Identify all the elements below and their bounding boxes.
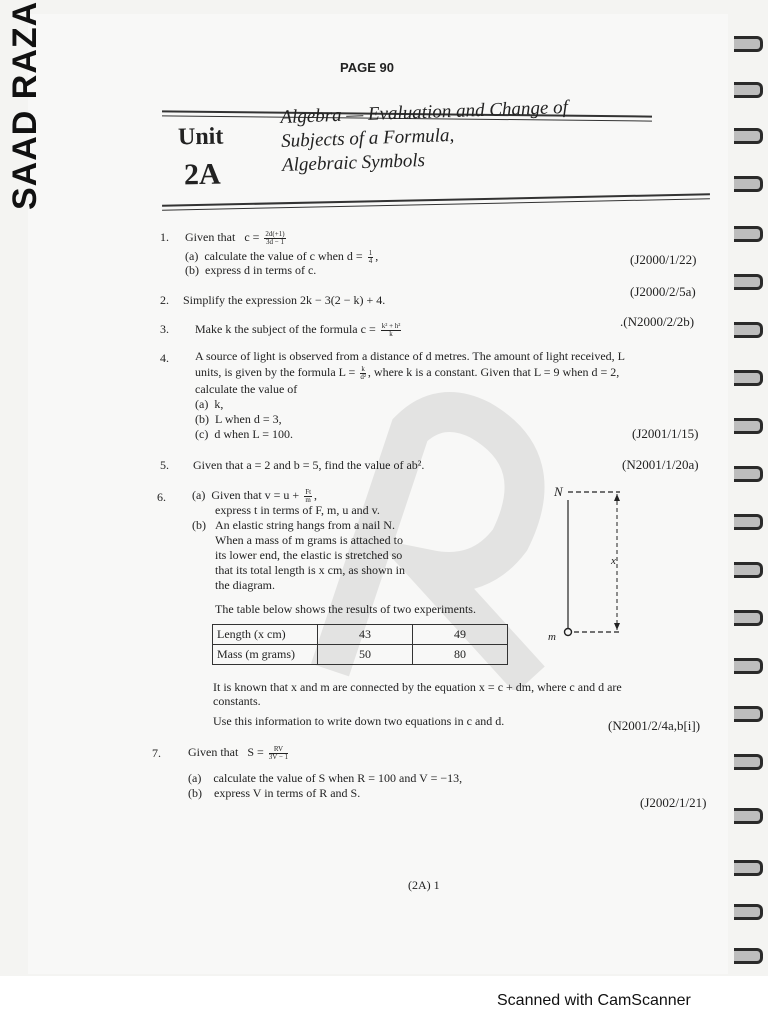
question-7-reference: (J2002/1/21) — [640, 795, 707, 810]
question-4-line-2: units, is given by the formula L = $\frac{k}{\text{d²}}$ , where k is a constant. Given that L = 9 when d = 2, — [195, 364, 620, 381]
question-4-part-a: (a) k, — [195, 397, 224, 411]
elastic-string-diagram — [540, 480, 650, 650]
diagram-length-label: x — [611, 555, 616, 567]
diagram-mass — [565, 629, 572, 636]
question-1-part-b: (b) express d in terms of c. — [185, 263, 317, 277]
question-2-reference: (J2000/2/5a) — [630, 284, 696, 299]
question-6-table-intro: The table below shows the results of two experiments. — [215, 602, 476, 616]
question-6-part-b-line-3: its lower end, the elastic is stretched so — [215, 548, 403, 562]
spiral-ring — [734, 226, 762, 240]
question-1-intro: Given that c = $\frac{2d(+1)}{3d - 1}$ — [185, 229, 285, 246]
spiral-ring — [734, 128, 762, 142]
question-4-number: 4. — [160, 351, 169, 365]
table-row-label: Mass (m grams) — [213, 645, 318, 665]
table-cell: 43 — [318, 625, 413, 645]
question-4-part-c: (c) d when L = 100. — [195, 427, 293, 441]
scanner-credit: Scanned with CamScanner — [497, 992, 691, 1009]
spiral-ring — [734, 370, 762, 384]
spiral-ring — [734, 322, 762, 336]
experiment-table — [212, 624, 508, 665]
side-watermark: SAAD RAZA — [6, 0, 44, 210]
unit-label: Unit — [177, 123, 224, 151]
question-4-line-3: calculate the value of — [195, 382, 298, 396]
question-1-number: 1. — [160, 230, 169, 244]
question-5-number: 5. — [160, 458, 169, 472]
question-4-part-b: (b) L when d = 3, — [195, 412, 282, 426]
table-row — [213, 645, 508, 665]
spiral-ring — [734, 418, 762, 432]
spiral-ring — [734, 514, 762, 528]
question-6-after-line-1: It is known that x and m are connected by the equation x = c + dm, where c and d are — [213, 680, 622, 694]
question-7-part-b: (b) express V in terms of R and S. — [188, 786, 361, 800]
question-3-formula: $\frac{\text{k² + h²}}{k}$ — [381, 321, 401, 338]
table-cell: 80 — [413, 645, 508, 665]
diagram-arrow-head-up — [614, 494, 620, 501]
spiral-ring — [734, 658, 762, 672]
question-6-reference: (N2001/2/4a,b[i]) — [608, 718, 701, 733]
question-7-intro: Given that S = $\frac{RV}{3V - 1}$ — [188, 744, 289, 761]
spiral-ring — [734, 706, 762, 720]
question-6-part-b-line-5: the diagram. — [215, 578, 275, 592]
spiral-ring — [734, 466, 762, 480]
table-cell: 50 — [318, 645, 413, 665]
diagram-arrow-head-down — [614, 623, 620, 630]
footer-page-number: (2A) 1 — [408, 878, 440, 892]
question-7-number: 7. — [152, 746, 161, 760]
question-2-number: 2. — [160, 293, 169, 307]
spiral-ring — [734, 82, 762, 96]
question-6-part-a: (a) Given that v = u + $\frac{Ft}{m}$ , — [192, 487, 318, 504]
unit-title-line-2: Subjects of a Formula, — [280, 124, 455, 152]
question-3-number: 3. — [160, 322, 169, 336]
question-3-reference: .(N2000/2/2b) — [620, 314, 695, 329]
question-4-line-1: A source of light is observed from a distance of d metres. The amount of light received, L — [195, 349, 625, 363]
question-3-text: Make k the subject of the formula c = $\frac{\text{k² + h²}}{k}$ — [195, 321, 401, 338]
question-4-reference: (J2001/1/15) — [632, 426, 699, 441]
page-label: PAGE 90 — [340, 60, 394, 75]
table-row-label: Length (x cm) — [213, 625, 318, 645]
question-6-after-line-3: Use this information to write down two equations in c and d. — [213, 714, 505, 728]
table-cell: 49 — [413, 625, 508, 645]
question-1-part-a: (a) calculate the value of c when d = $\frac{1}{4}$ , — [185, 248, 379, 265]
unit-code: 2A — [183, 157, 221, 192]
question-1-formula: $\frac{2d(+1)}{3d - 1}$ — [265, 229, 285, 246]
unit-title — [280, 92, 682, 178]
question-7-part-a: (a) calculate the value of S when R = 100 and V = −13, — [188, 771, 463, 785]
question-6-part-b-line-1: An elastic string hangs from a nail N. — [215, 518, 395, 532]
question-2-text: Simplify the expression 2k − 3(2 − k) + 4. — [183, 293, 386, 307]
unit-title-line-1: Algebra — Evaluation and Change of — [280, 96, 569, 128]
question-6-part-b-label: (b) — [192, 518, 206, 532]
spiral-ring — [734, 562, 762, 576]
diagram-nail-label: N — [554, 484, 563, 499]
table-row — [213, 625, 508, 645]
question-5-text: Given that a = 2 and b = 5, find the value of ab². — [193, 458, 425, 472]
spiral-ring — [734, 754, 762, 768]
spiral-ring — [734, 860, 762, 874]
unit-title-line-3: Algebraic Symbols — [281, 149, 426, 176]
spiral-ring — [734, 904, 762, 918]
spiral-ring — [734, 610, 762, 624]
spiral-ring — [734, 274, 762, 288]
spiral-ring — [734, 176, 762, 190]
question-7-formula: $\frac{RV}{3V - 1}$ — [268, 744, 289, 761]
question-6-part-b-line-4: that its total length is x cm, as shown in — [215, 563, 405, 577]
spiral-ring — [734, 808, 762, 822]
question-6-after-line-2: constants. — [213, 694, 261, 708]
question-1-reference: (J2000/1/22) — [630, 252, 697, 267]
question-6-part-b-line-2: When a mass of m grams is attached to — [215, 533, 403, 547]
question-6-number: 6. — [157, 490, 166, 504]
diagram-mass-label: m — [548, 631, 556, 643]
spiral-ring — [734, 948, 762, 962]
question-5-reference: (N2001/1/20a) — [622, 457, 699, 472]
spiral-ring — [734, 36, 762, 50]
question-6-part-a-line-2: express t in terms of F, m, u and v. — [215, 503, 380, 517]
